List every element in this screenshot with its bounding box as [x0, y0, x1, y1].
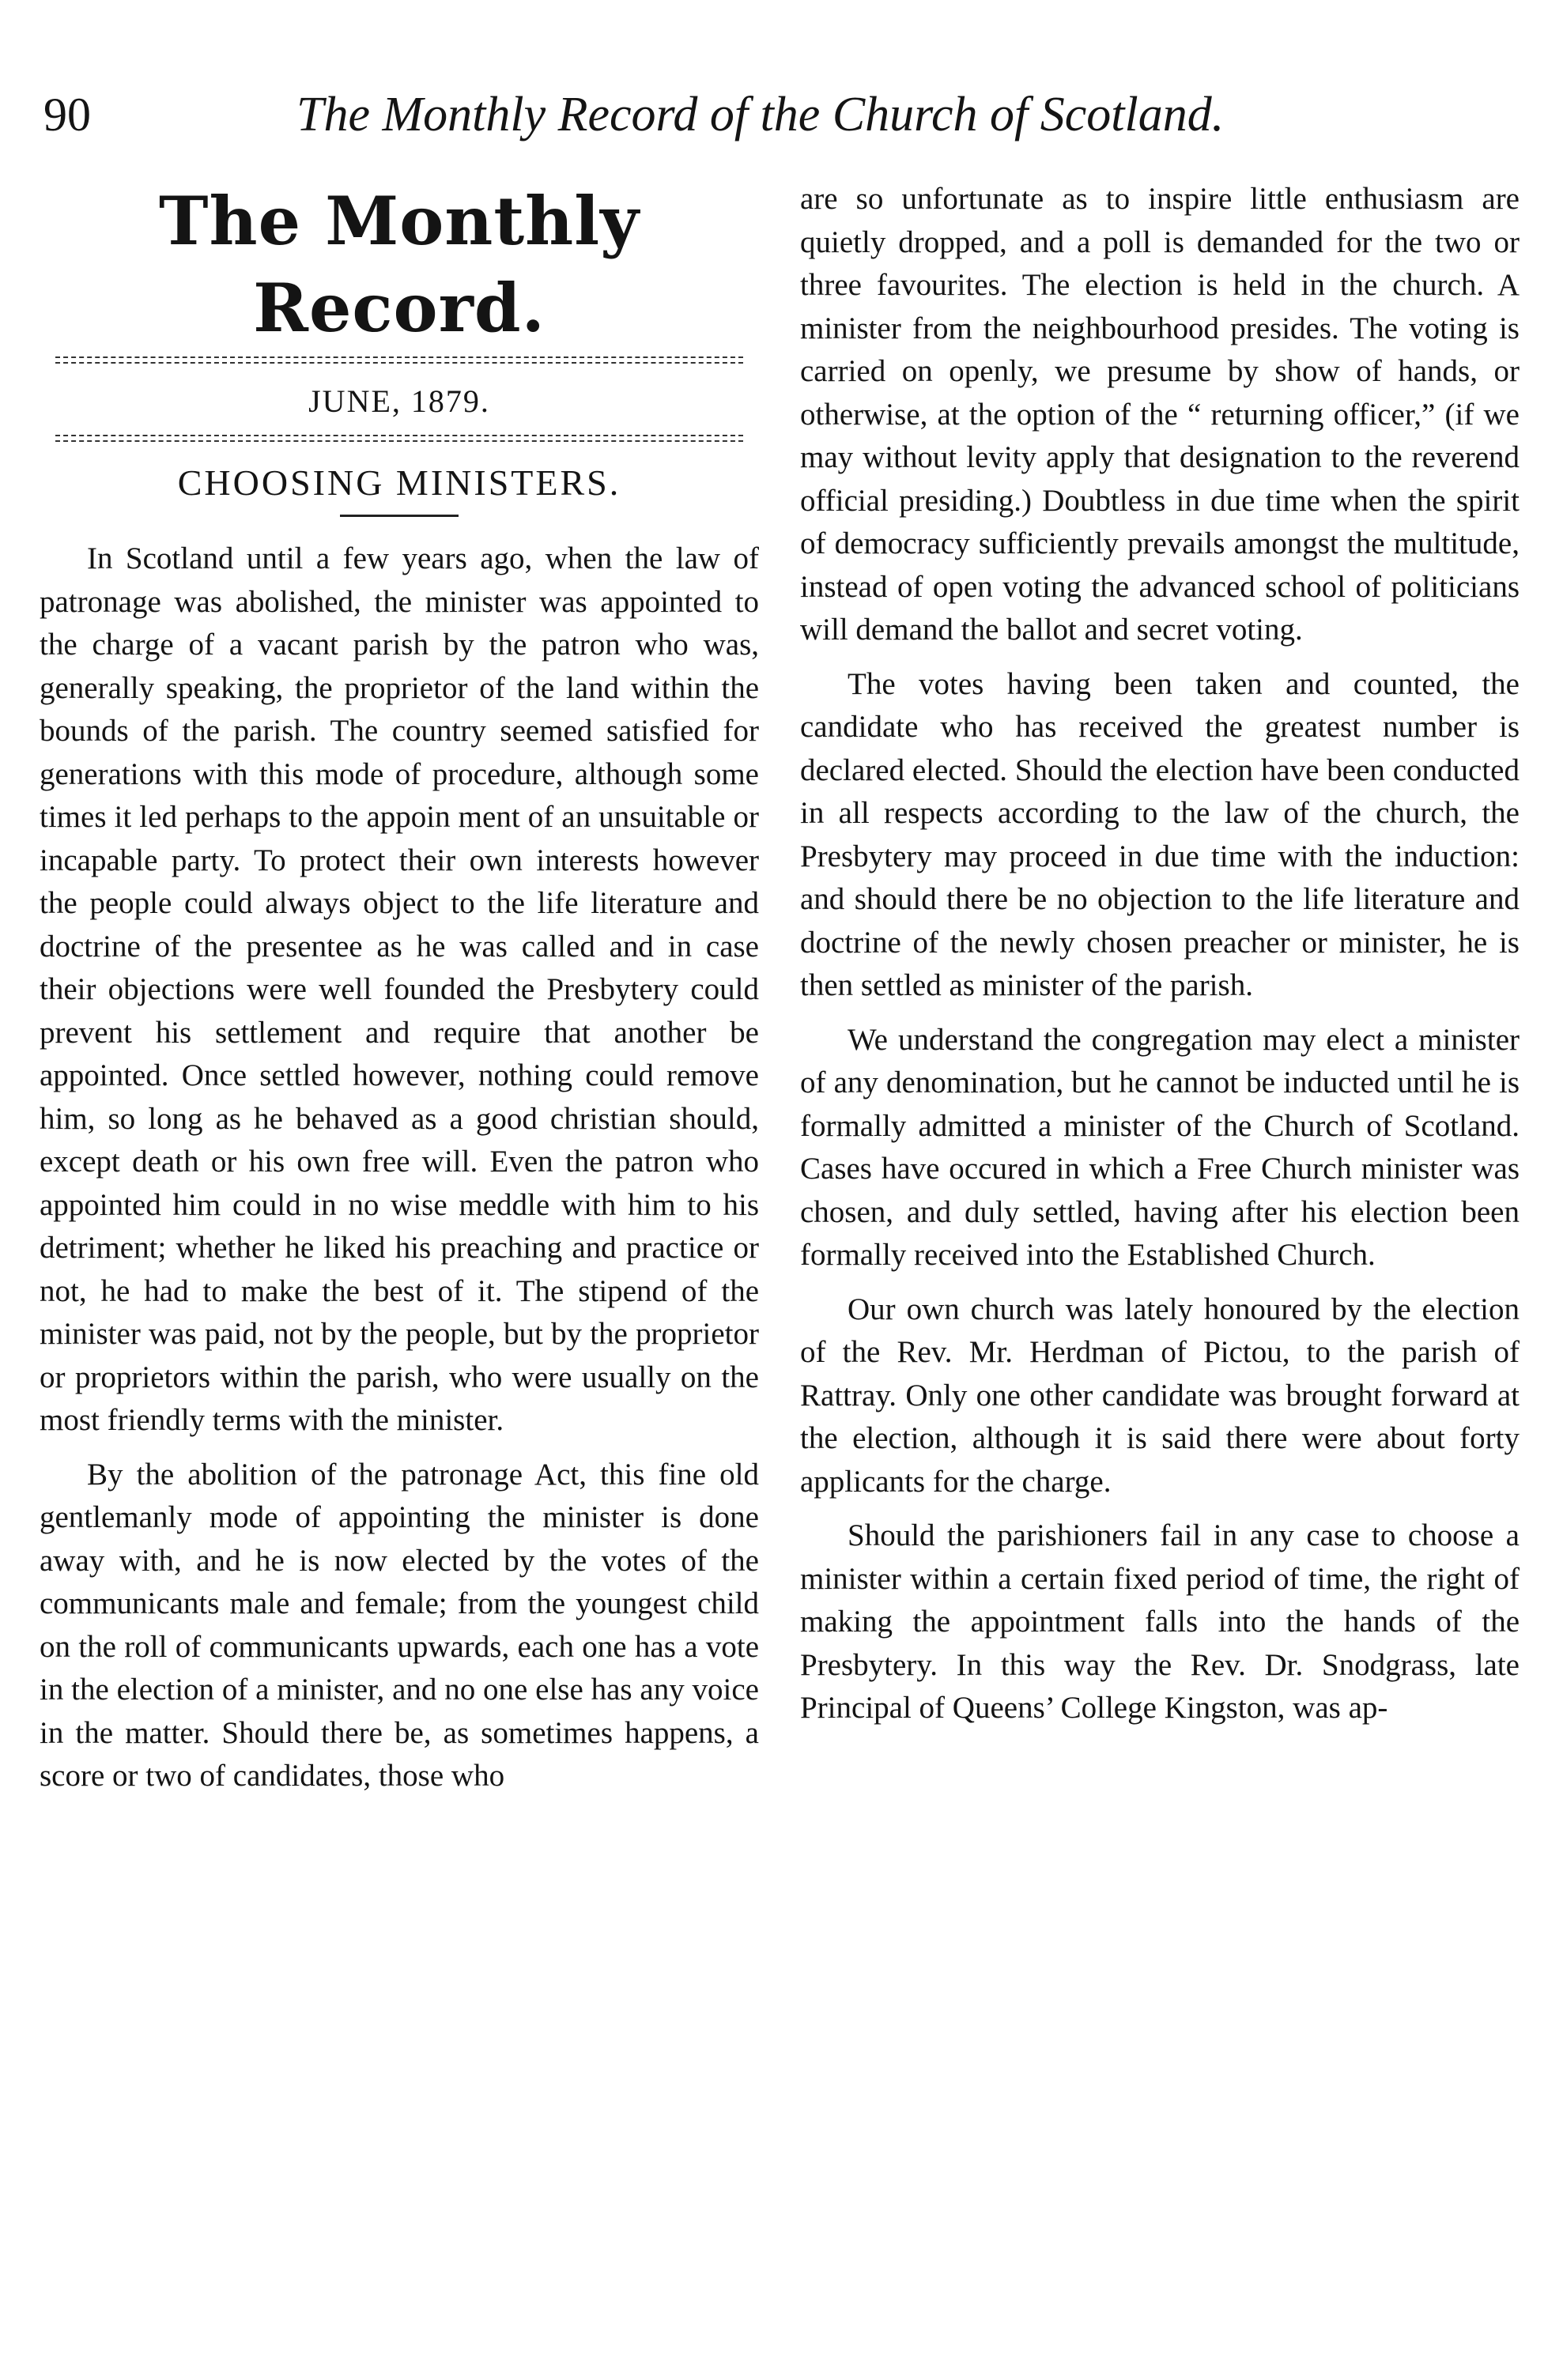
issue-date: JUNE, 1879. — [308, 383, 490, 419]
paragraph: Should the parishioners fail in any case to choose a minister within a certain fixed period of time, the right of making the appointment falls into the hands of the Presbytery. In this way the Rev. Dr. Snodgrass, late Principal of Queens’ College Kingston, was ap- — [800, 1518, 1520, 1725]
paragraph: The votes having been taken and counted, the candidate who has received the greatest number is declared elected. Should the election have been conducted in all respects according to the law of the church, the Presbytery may proceed in due time with the induction: and should there be no objection to the life literature and doctrine of the newly chosen preacher or minister, he is then settled as minister of the parish. — [800, 666, 1520, 1002]
running-head — [43, 83, 1530, 146]
masthead-title: The Monthly Record. — [159, 182, 640, 347]
paragraph: By the abolition of the patronage Act, this fine old gentlemanly mode of appointing the minister is done away with, and he is now elected by the votes of the communicants male and female; from the youngest child on the roll of communicants upwards, each one has a vote in the election of a minister, and no one else has any voice in the matter. Should there be, as sometimes happens, a score or two of candidates, those who — [40, 1457, 759, 1793]
masthead-rule — [55, 356, 743, 364]
paragraph: Our own church was lately honoured by the election of the Rev. Mr. Herdman of Pictou, to the parish of Rattray. Only one other candidate was brought forward at the election, although it is said there were about forty applicants for the charge. — [800, 1292, 1520, 1499]
date-rule — [55, 435, 743, 442]
left-column — [40, 178, 759, 2344]
right-column — [800, 178, 1520, 2344]
title-rule — [340, 515, 459, 517]
paragraph: are so unfortunate as to inspire little enthusiasm are quietly dropped, and a poll is demanded for the two or three favourites. The election is held in the church. A minister from the neighbourhood presides. The voting is carried on openly, we presume by show of hands, or otherwise, at the option of the “ returning officer,” (if we may without levity apply that designation to the reverend official presiding.) Doubtless in due time when the spirit of democracy sufficiently prevails amongst the multitude, instead of open voting the advanced school of politicians will demand the ballot and secret voting. — [800, 182, 1520, 647]
article-title: CHOOSING MINISTERS. — [177, 462, 621, 503]
page-number: 90 — [43, 89, 91, 141]
journal-title: The Monthly Record of the Church of Scotland. — [296, 88, 1225, 141]
paragraph: In Scotland until a few years ago, when the law of patronage was abolished, the minister was appointed to the charge of a vacant parish by the patron who was, generally speaking, the proprietor of the land within the bounds of the parish. The country seemed satisfied for generations with this mode of procedure, although some times it led perhaps to the appoin ment of an unsuitable or incapable party. To protect their own interests however the people could always object to the life literature and doctrine of the presentee as he was called and in case their objections were well founded the Presbytery could prevent his settlement and require that another be appointed. Once settled however, nothing could remove him, so long as he behaved as a good christian should, except death or his own free will. Even the patron who appointed him could in no wise meddle with him to his detriment; whether he liked his preaching and practice or not, he had to make the best of it. The stipend of the minister was paid, not by the people, but by the proprietor or proprietors within the parish, who were usually on the most friendly terms with the minister. — [40, 541, 759, 1437]
paragraph: We understand the congregation may elect a minister of any denomination, but he cannot be inducted until he is formally admitted a minister of the Church of Scotland. Cases have occured in which a Free Church minister was chosen, and duly settled, having after his election been formally received into the Established Church. — [800, 1022, 1520, 1272]
